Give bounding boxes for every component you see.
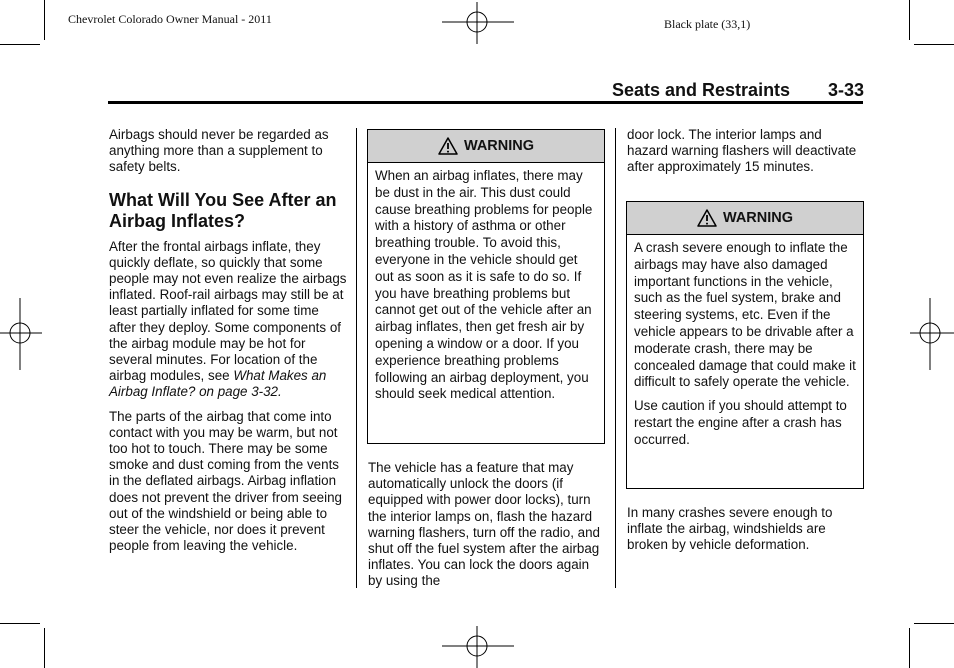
warning-body xyxy=(627,235,863,449)
column-2 xyxy=(368,460,604,598)
section-title: Seats and Restraints xyxy=(612,80,791,100)
intro-paragraph: Airbags should never be regarded as anything more than a supplement to safety belts. xyxy=(109,127,329,175)
warning-label: WARNING xyxy=(722,210,794,226)
warning-text: When an airbag inflates, there may be dust in the air. This dust could cause breathing problems for people with a history of asthma or other breathing trouble. To avoid this, everyone in the vehicle should get out as soon as it is safe to do so. If you have breathing problems but cannot get out of the vehicle after an airbag inflates, then get fresh air by opening a window or a door. If you experience breathing problems following an airbag deployment, you should seek medical attention. xyxy=(375,168,593,402)
paragraph-text: After the frontal airbags inflate, they quickly deflate, so quickly that some people may not even realize the airbags inflated. Roof-rail airbags may still be at least partially inflated for some time after they deploy. Some components of the airbag module may be hot for several minutes. For location of the airbag modules, see xyxy=(109,238,347,384)
header-rule xyxy=(108,101,863,104)
cross-reference-link[interactable]: What Makes an Airbag Inflate? on page 3-32. xyxy=(109,368,327,400)
crop-mark xyxy=(914,44,954,45)
registration-mark-icon xyxy=(910,298,954,370)
warning-triangle-icon xyxy=(697,209,717,227)
crop-mark xyxy=(914,623,954,624)
crop-mark xyxy=(909,628,910,668)
plate-label: Black plate (33,1) xyxy=(664,17,751,31)
warning-label: WARNING xyxy=(463,138,535,154)
crop-mark xyxy=(909,0,910,40)
body-paragraph: door lock. The interior lamps and hazard warning flashers will deactivate after approximately 15 minutes. xyxy=(627,127,857,175)
body-paragraph xyxy=(109,239,349,401)
warning-header xyxy=(368,130,604,163)
registration-mark-icon xyxy=(442,626,514,668)
registration-mark-icon xyxy=(442,2,514,46)
column-divider xyxy=(356,128,357,588)
body-paragraph: The vehicle has a feature that may automatically unlock the doors (if equipped with power door locks), turn the interior lamps on, flash the hazard warning flashers, turn off the radio, and shut off the fuel system after the airbag inflates. You can lock the doors again by using the xyxy=(368,460,600,589)
warning-text: A crash severe enough to inflate the airbags may have also damaged important functions in the vehicle, such as the fuel system, brake and steering systems, etc. Even if the vehicle appears to be drivable after a moderate crash, there may be concealed damage that could make it difficult to safely operate the vehicle. xyxy=(634,240,856,390)
body-paragraph: In many crashes severe enough to inflate the airbag, windshields are broken by vehicle deformation. xyxy=(627,505,833,553)
warning-triangle-icon xyxy=(438,137,458,155)
body-paragraph: The parts of the airbag that come into contact with you may be warm, but not too hot to touch. There may be some smoke and dust coming from the vents in the deflated airbags. Airbag inflation does not prevent the driver from seeing out of the windshield or being able to steer the vehicle, nor does it prevent people from leaving the vehicle. xyxy=(109,408,342,554)
warning-text: Use caution if you should attempt to restart the engine after a crash has occurred. xyxy=(634,398,847,447)
warning-box xyxy=(626,201,864,489)
column-1 xyxy=(109,127,349,562)
page-number: 3-33 xyxy=(828,80,865,100)
warning-box xyxy=(367,129,605,444)
warning-body xyxy=(368,163,604,403)
column-3-lower xyxy=(627,505,863,562)
warning-header xyxy=(627,202,863,235)
manual-title: Chevrolet Colorado Owner Manual - 2011 xyxy=(68,12,272,26)
crop-mark xyxy=(44,0,45,40)
column-3 xyxy=(627,127,863,184)
column-divider xyxy=(615,128,616,588)
crop-mark xyxy=(44,628,45,668)
crop-mark xyxy=(0,623,40,624)
crop-mark xyxy=(0,44,40,45)
section-heading: What Will You See After an Airbag Inflates? xyxy=(109,189,337,231)
registration-mark-icon xyxy=(0,298,44,370)
